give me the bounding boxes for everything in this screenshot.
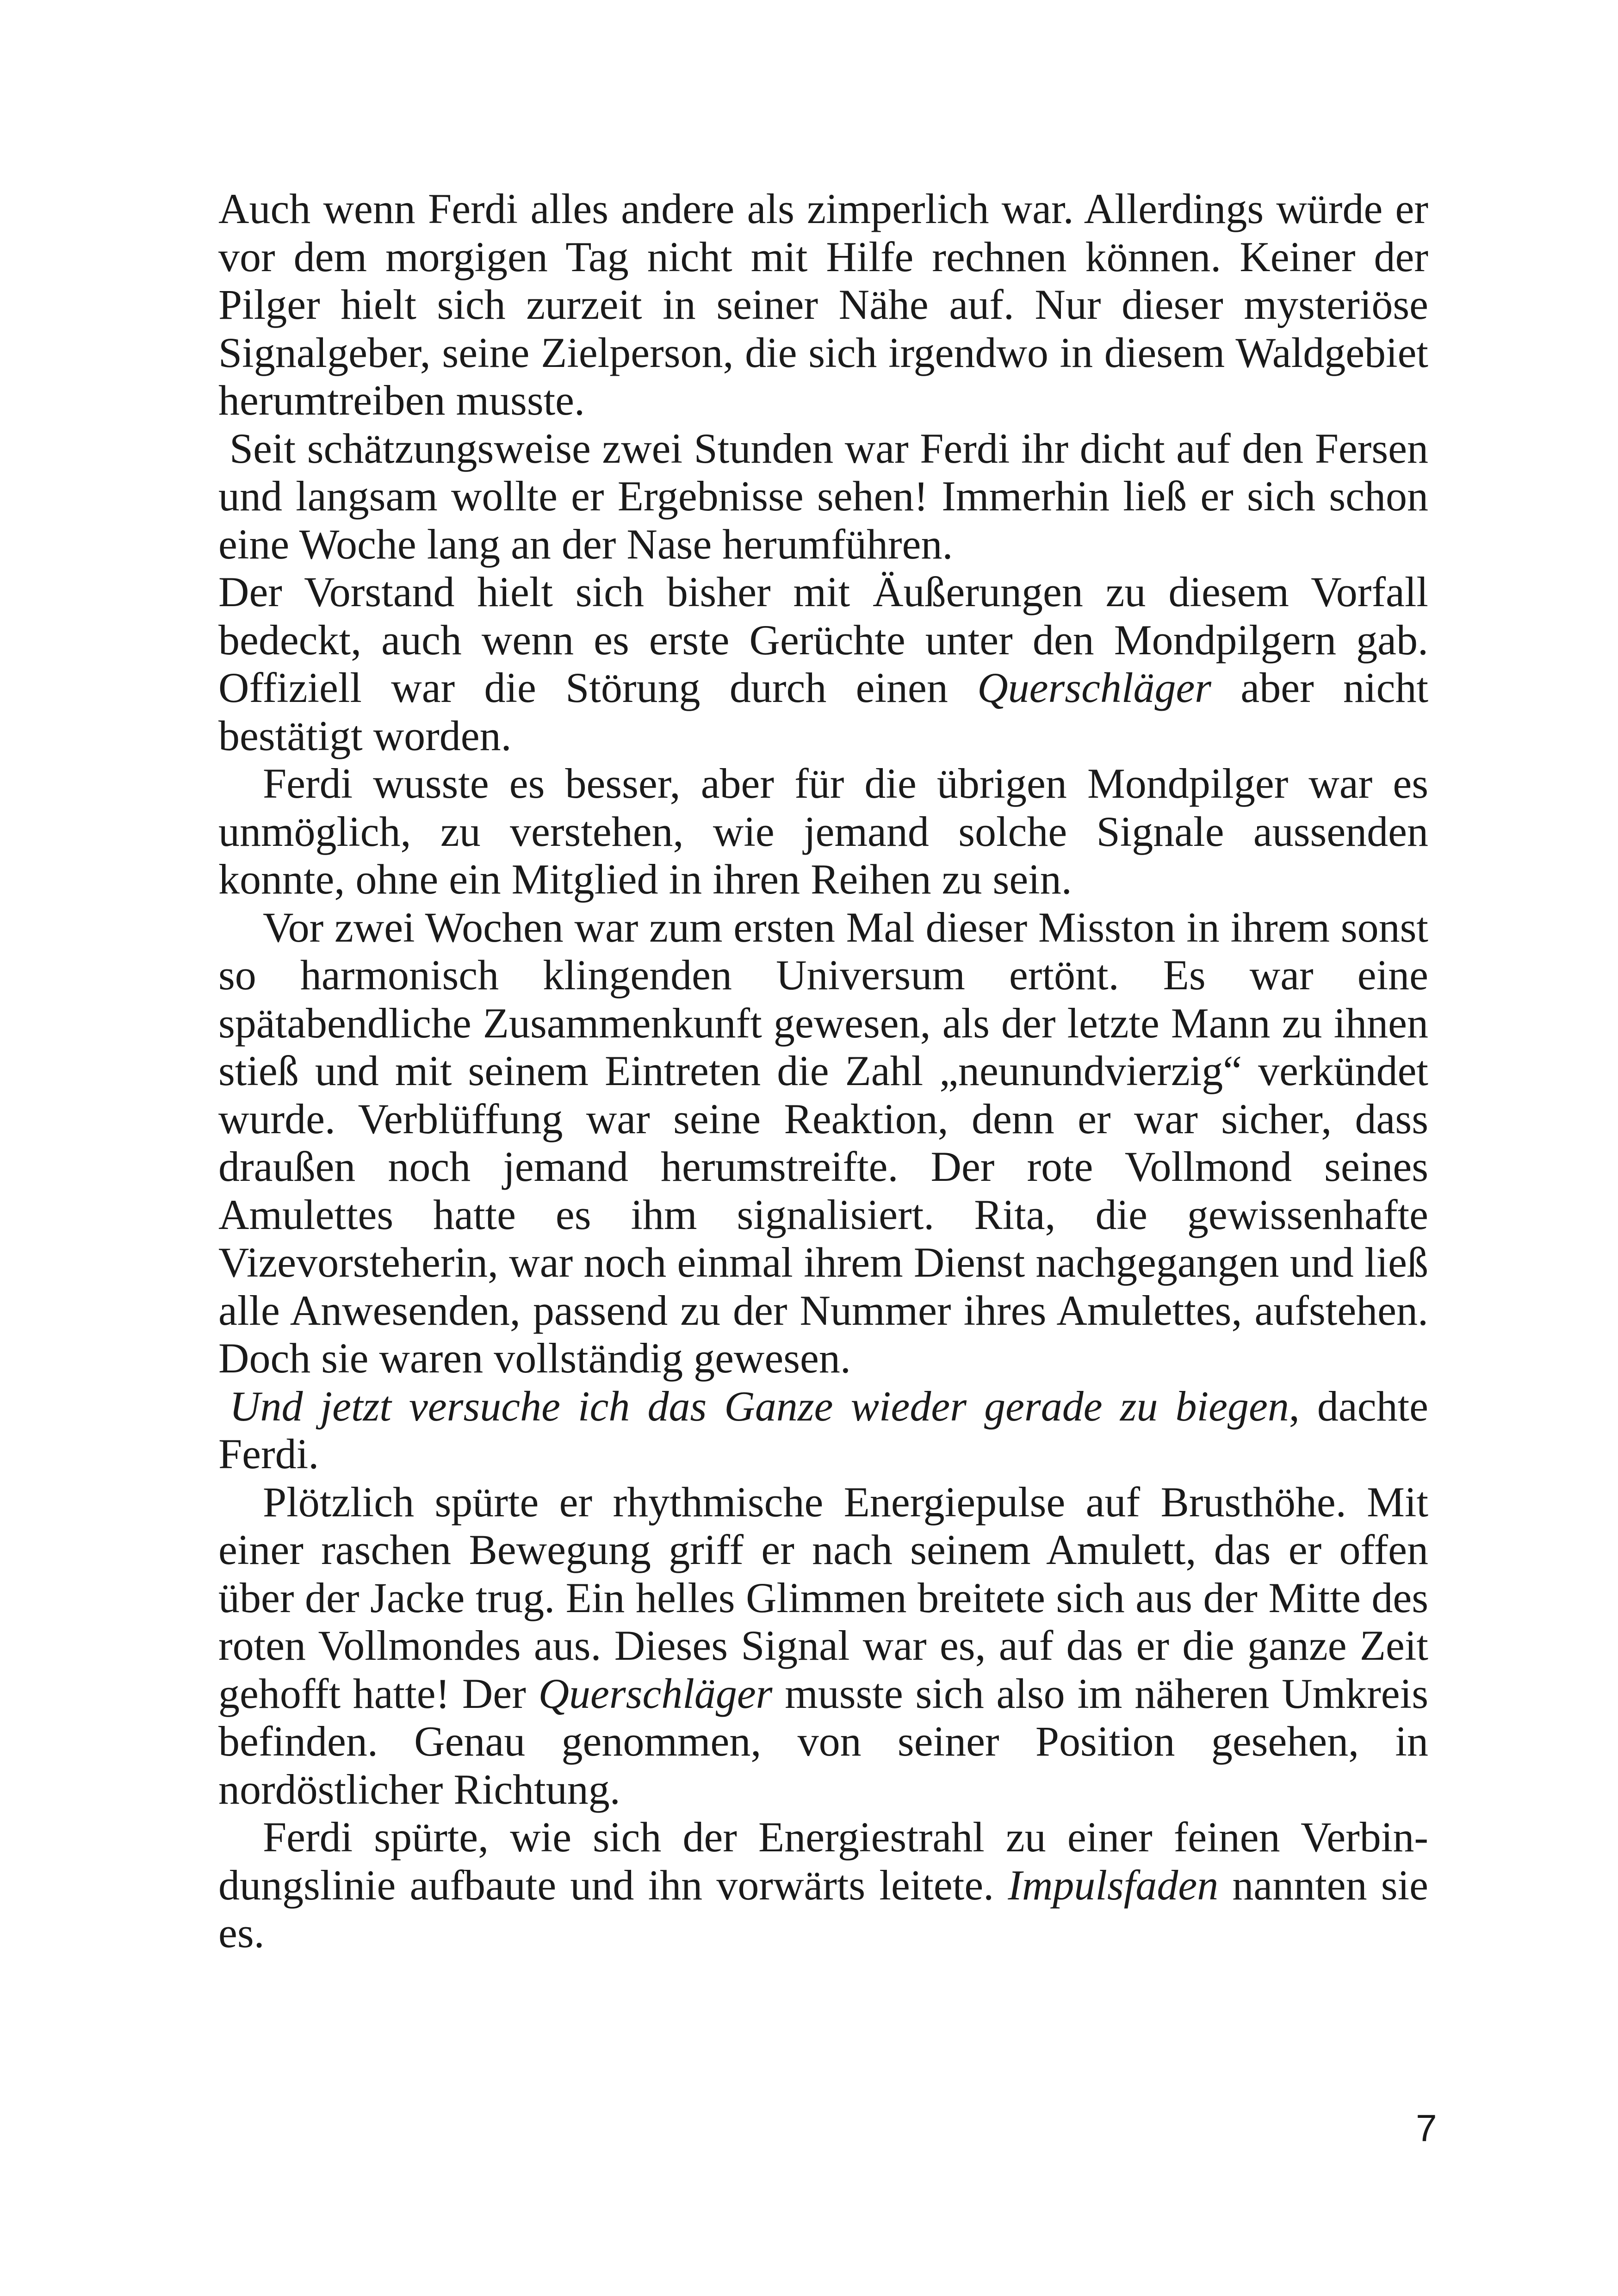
italic-thought: Und jetzt versuche ich das Ganze wieder gerade zu biegen [229,1382,1289,1430]
paragraph [218,1383,1428,1478]
text-segment: Plötzlich spürte er rhythmische Energiepulse auf Brusthöhe. Mit einer raschen Bewegung griff er nach seinem Amulett, das er offen über der Jacke trug. Ein helles Glimmen breitete sich aus der Mitte des roten Vollmondes aus. Dieses Signal war es, auf das er die ganze Zeit gehofft hatte! Der [218,1478,1428,1717]
paragraph [218,760,1428,904]
text-segment: Seit schätzungsweise zwei Stunden war Ferdi ihr dicht auf den Fersen und langsam wollte er Ergebnisse sehen! Immerhin ließ er sich schon eine Woche lang an der Nase herumführen. [218,424,1428,568]
italic-term: Querschläger [538,1669,773,1717]
text-segment: Ferdi spürte, wie sich der Energiestrahl zu einer feinen Verbindungslinie aufbaute und ihn vorwärts leitete. [218,1813,1428,1909]
paragraph [218,425,1428,569]
text-segment: Vor zwei Wochen war zum ersten Mal dieser Misston in ihrem sonst so harmonisch klingenden Universum ertönt. Es war eine spätabendliche Zusammenkunft gewesen, als der letzte Mann zu ihnen stieß und mit seinem Eintreten die Zahl „neunundvierzig“ verkündet wurde. Verblüffung war seine Reaktion, denn er war sicher, dass draußen noch jemand herumstreifte. Der rote Vollmond seines Amulettes hatte es ihm signalisiert. Rita, die gewissenhafte Vizevorsteherin, war noch einmal ihrem Dienst nachgegangen und ließ alle Anwesenden, passend zu der Nummer ihres Amulettes, aufstehen. Doch sie waren vollständig gewesen. [218,903,1428,1382]
page-number: 7 [1416,2107,1437,2149]
text-segment: musste sich also im näheren Umkreis befinden. Genau genommen, von seiner Position gesehen, in nordöstlicher Richtung. [218,1669,1428,1813]
paragraph [218,1813,1428,1957]
italic-term: Querschläger [977,664,1212,711]
paragraph [218,1478,1428,1814]
paragraph [218,904,1428,1383]
italic-term: Impulsfaden [1008,1861,1219,1909]
text-segment: Der Vorstand hielt sich bisher mit Äußerungen zu diesem Vorfall bedeckt, auch wenn es erste Gerüchte unter den Mondpilgern gab. Offiziell war die Störung durch einen [218,568,1428,711]
paragraph [218,568,1428,760]
paragraph [218,185,1428,425]
text-segment: nannten sie es. [218,1861,1428,1956]
text-segment: aber nicht bestätigt worden. [218,664,1429,759]
body-text [218,185,1428,1957]
text-segment: Ferdi wusste es besser, aber für die übrigen Mondpilger war es unmöglich, zu verstehen, wie jemand solche Signale aussenden konnte, ohne ein Mitglied in ihren Reihen zu sein. [218,760,1428,903]
text-segment: , dachte Ferdi. [218,1382,1428,1477]
text-segment: Auch wenn Ferdi alles andere als zimperlich war. Allerdings würde er vor dem morgigen Tag nicht mit Hilfe rechnen können. Keiner der Pilger hielt sich zurzeit in seiner Nähe auf. Nur dieser mysteriöse Signalgeber, seine Zielperson, die sich irgendwo in diesem Waldgebiet herumtreiben musste. [218,185,1428,424]
